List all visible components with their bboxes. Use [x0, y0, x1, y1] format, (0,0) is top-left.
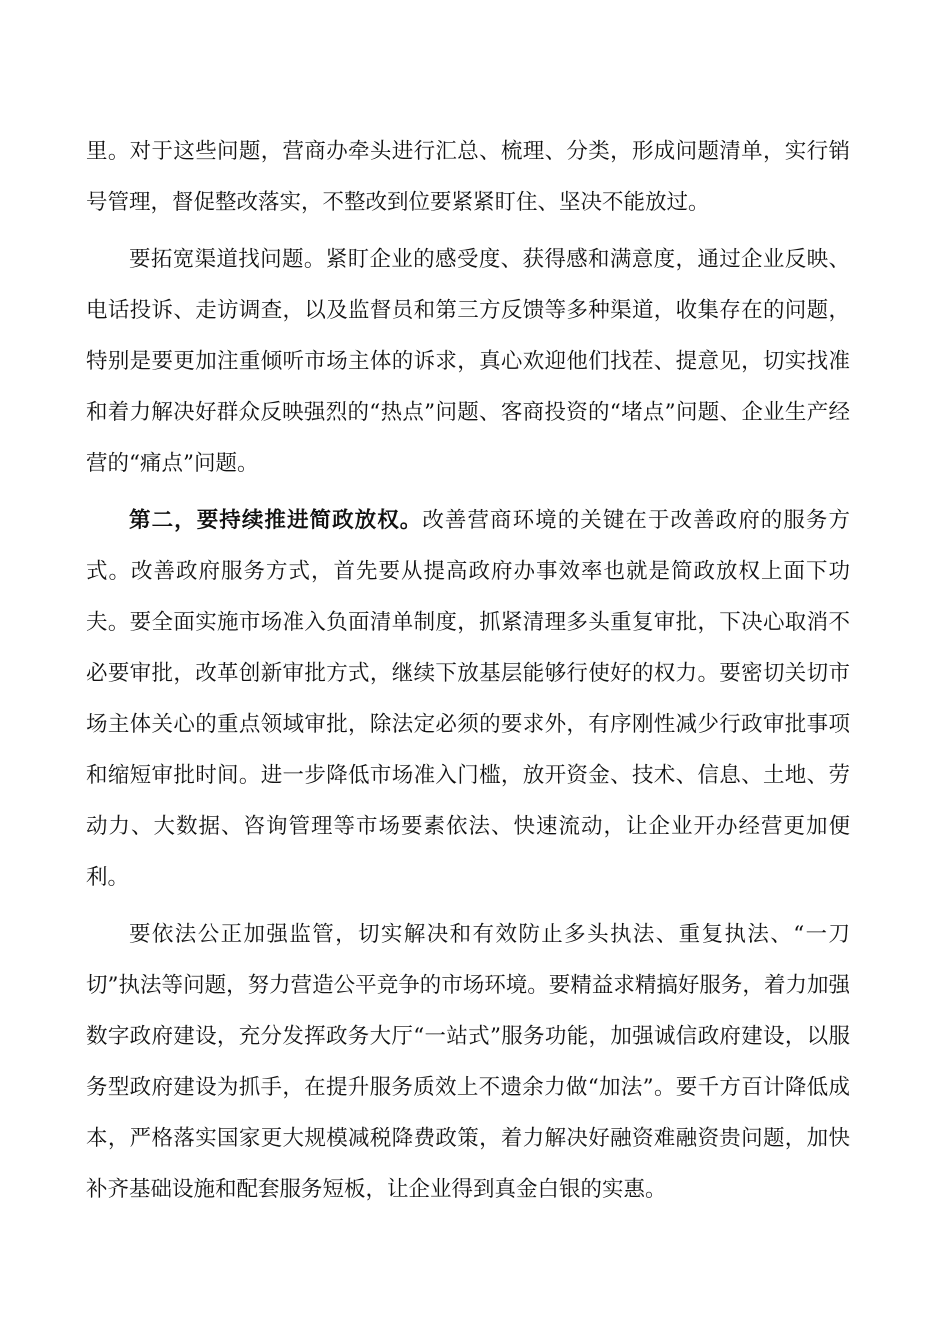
paragraph-broaden-channels [86, 234, 850, 489]
paragraph-fair-supervision [86, 909, 850, 1215]
paragraph-continuation [86, 126, 850, 228]
paragraph-streamline-administration [86, 495, 850, 903]
paragraph-text: 改善营商环境的关键在于改善政府的服务方式。改善政府服务方式，首先要从提高政府办事效率也就是简政放权上面下功夫。要全面实施市场准入负面清单制度，抓紧清理多头重复审批，下决心取消不必要审批，改革创新审批方式，继续下放基层能够行使好的权力。要密切关切市场主体关心的重点领域审批，除法定必须的要求外，有序刚性减少行政审批事项和缩短审批时间。进一步降低市场准入门槛，放开资金、技术、信息、土地、劳动力、大数据、咨询管理等市场要素依法、快速流动，让企业开办经营更加便利。 [86, 508, 850, 890]
paragraph-heading: 第二，要持续推进简政放权。 [129, 508, 423, 533]
paragraph-text: 要拓宽渠道找问题。紧盯企业的感受度、获得感和满意度，通过企业反映、电话投诉、走访调查，以及监督员和第三方反馈等多种渠道，收集存在的问题，特别是要更加注重倾听市场主体的诉求，真心欢迎他们找茬、提意见，切实找准和着力解决好群众反映强烈的“热点”问题、客商投资的“堵点”问题、企业生产经营的“痛点”问题。 [86, 247, 850, 476]
paragraph-text: 里。对于这些问题，营商办牵头进行汇总、梳理、分类，形成问题清单，实行销号管理，督促整改落实，不整改到位要紧紧盯住、坚决不能放过。 [86, 139, 850, 215]
document-page [86, 126, 850, 1221]
paragraph-text: 要依法公正加强监管，切实解决和有效防止多头执法、重复执法、“一刀切”执法等问题，努力营造公平竞争的市场环境。要精益求精搞好服务，着力加强数字政府建设，充分发挥政务大厅“一站式”服务功能，加强诚信政府建设，以服务型政府建设为抓手，在提升服务质效上不遗余力做“加法”。要千方百计降低成本，严格落实国家更大规模减税降费政策，着力解决好融资难融资贵问题，加快补齐基础设施和配套服务短板，让企业得到真金白银的实惠。 [86, 922, 850, 1202]
